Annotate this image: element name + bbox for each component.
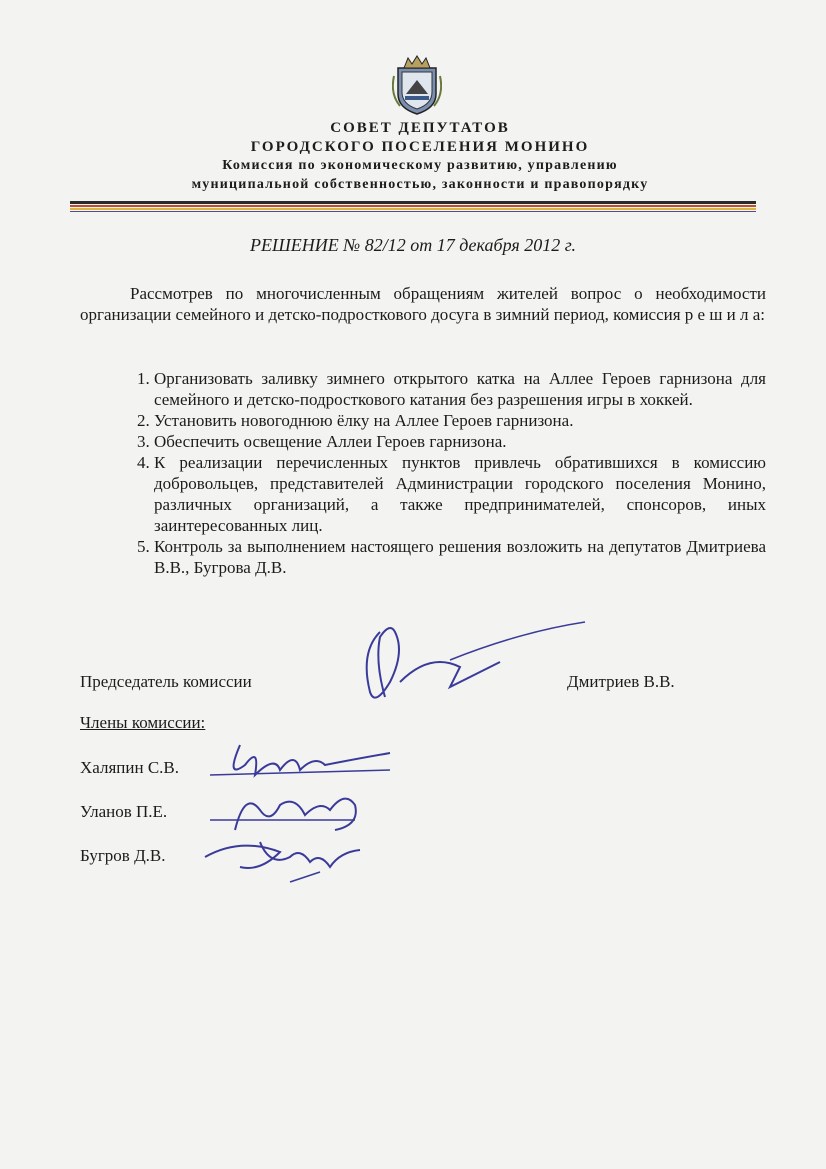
header-rule-gold xyxy=(70,208,756,210)
members-label: Члены комиссии: xyxy=(80,713,206,732)
chair-signature-icon xyxy=(350,612,600,712)
list-item: 5. Контроль за выполнением настоящего решения возложить на депутатов Дмитриева В.В., Бугрова Д.В. xyxy=(154,536,766,578)
header-rule-dark xyxy=(70,201,756,204)
list-item: 3. Обеспечить освещение Аллеи Героев гарнизона. xyxy=(154,431,766,452)
intro-paragraph: Рассмотрев по многочисленным обращениям жителей вопрос о необходимости организации семейного и детско-подросткового досуга в зимний период, комиссия р е ш и л а: xyxy=(80,284,766,324)
settlement-title: ГОРОДСКОГО ПОСЕЛЕНИЯ МОНИНО xyxy=(250,139,590,155)
commission-title-line2: муниципальной собственностью, законности и правопорядку xyxy=(191,177,649,192)
list-item: 2. Установить новогоднюю ёлку на Аллее Героев гарнизона. xyxy=(154,410,766,431)
member-name: Уланов П.Е. xyxy=(80,802,168,821)
member-name: Бугров Д.В. xyxy=(80,846,166,865)
chair-name: Дмитриев В.В. xyxy=(567,672,675,691)
list-item: 1. Организовать заливку зимнего открытого катка на Аллее Героев гарнизона для семейного и детско-подросткового катания без разрешения игры в хоккей. xyxy=(154,368,766,410)
decision-list xyxy=(80,368,766,578)
header-rule-red xyxy=(70,205,756,207)
member-name: Халяпин С.В. xyxy=(80,758,179,777)
chair-label: Председатель комиссии xyxy=(80,672,252,691)
commission-title-line1: Комиссия по экономическому развитию, управлению xyxy=(222,158,618,173)
council-title: СОВЕТ ДЕПУТАТОВ xyxy=(330,120,510,136)
header-rule-thin xyxy=(70,211,756,212)
list-item: 4. К реализации перечисленных пунктов привлечь обратившихся в комиссию добровольцев, представителей Администрации городского поселения Монино, различных организаций, а также предпринимателей, спонсоров, иных заинтересованных лиц. xyxy=(154,452,766,536)
member-signature-icon xyxy=(200,822,370,892)
decision-title: РЕШЕНИЕ № 82/12 от 17 декабря 2012 г. xyxy=(250,235,576,255)
coat-of-arms-icon xyxy=(392,54,442,116)
